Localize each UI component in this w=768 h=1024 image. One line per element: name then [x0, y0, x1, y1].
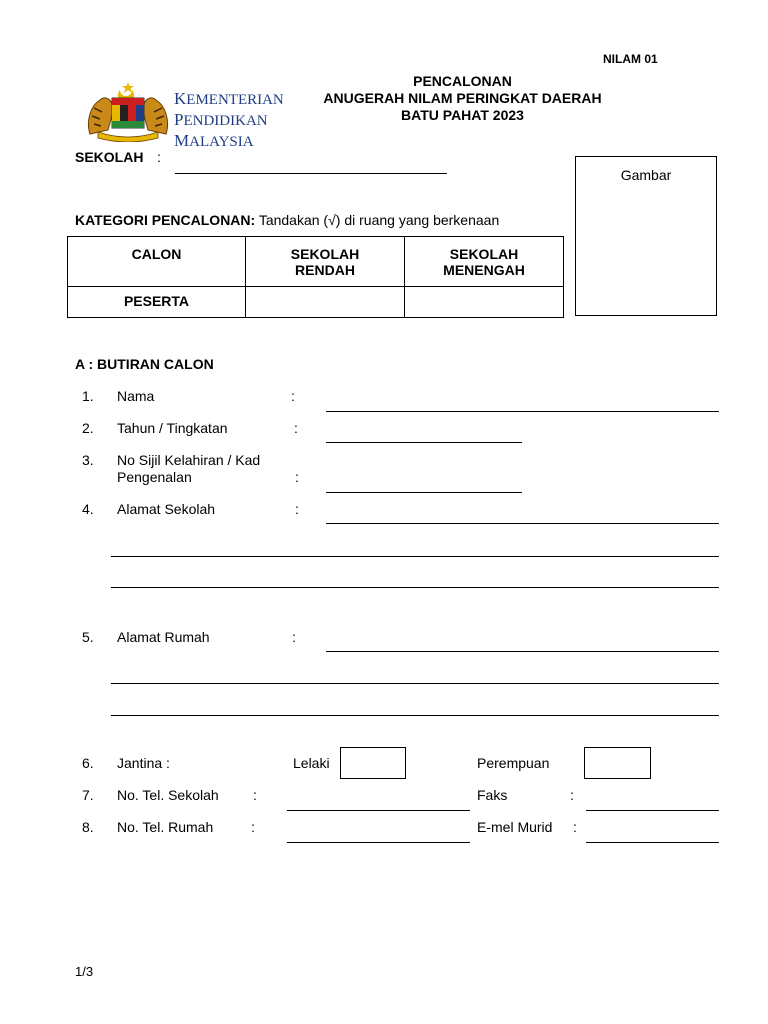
row-peserta-label: PESERTA: [68, 287, 246, 318]
field-label-sijil: No Sijil Kelahiran / Kad Pengenalan: [117, 452, 261, 485]
page-number: 1/3: [75, 964, 94, 979]
item-number: 3.: [82, 452, 94, 468]
checkbox-sekolah-menengah[interactable]: [405, 287, 564, 318]
field-label-jantina: Jantina :: [117, 755, 170, 771]
colon: :: [294, 420, 298, 436]
alamat-rumah-line-1[interactable]: [326, 651, 719, 652]
colon: :: [295, 469, 299, 485]
colon: :: [253, 787, 257, 803]
field-label-tel-sekolah: No. Tel. Sekolah: [117, 787, 219, 803]
school-colon: :: [157, 149, 161, 165]
colon: :: [292, 629, 296, 645]
nama-input-line[interactable]: [326, 411, 719, 412]
school-input-line[interactable]: [175, 173, 447, 174]
tel-rumah-input-line[interactable]: [287, 842, 470, 843]
colon: :: [573, 819, 577, 835]
field-label-faks: Faks: [477, 787, 508, 803]
alamat-sekolah-line-2[interactable]: [111, 556, 719, 557]
category-table: [67, 236, 564, 318]
ministry-name: [174, 89, 284, 152]
tahun-input-line[interactable]: [326, 442, 522, 443]
school-label: SEKOLAH: [75, 149, 144, 165]
photo-box[interactable]: [575, 156, 717, 316]
field-label-nama: Nama: [117, 388, 155, 404]
checkbox-sekolah-rendah[interactable]: [246, 287, 405, 318]
category-instruction: Tandakan (√) di ruang yang berkenaan: [258, 212, 500, 228]
alamat-sekolah-line-3[interactable]: [111, 587, 719, 588]
tel-sekolah-input-line[interactable]: [287, 810, 470, 811]
email-input-line[interactable]: [586, 842, 719, 843]
title-line3: BATU PAHAT 2023: [401, 107, 524, 123]
ministry-line2-rest: ENDIDIKAN: [183, 113, 268, 129]
item-number: 4.: [82, 501, 94, 517]
alamat-rumah-line-3[interactable]: [111, 715, 719, 716]
item-number: 7.: [82, 787, 94, 803]
header-calon: CALON: [68, 237, 246, 287]
ministry-line3-cap: M: [174, 131, 190, 150]
faks-input-line[interactable]: [586, 810, 719, 811]
field-label-alamat-sekolah: Alamat Sekolah: [117, 501, 216, 517]
title-line2: ANUGERAH NILAM PERINGKAT DAERAH: [323, 90, 602, 106]
field-label-tel-rumah: No. Tel. Rumah: [117, 819, 214, 835]
item-number: 6.: [82, 755, 94, 771]
title-line1: PENCALONAN: [413, 73, 512, 89]
form-title: [290, 73, 635, 124]
item-number: 8.: [82, 819, 94, 835]
category-label: KATEGORI PENCALONAN:: [75, 212, 256, 228]
section-a-title: A : BUTIRAN CALON: [75, 356, 214, 372]
colon: :: [295, 501, 299, 517]
photo-label: Gambar: [620, 167, 672, 183]
header-sekolah-rendah: SEKOLAH RENDAH: [246, 237, 405, 287]
crest-logo: [84, 82, 172, 142]
ministry-line1-cap: K: [174, 89, 187, 108]
field-label-tahun: Tahun / Tingkatan: [117, 420, 228, 436]
header-sekolah-menengah: SEKOLAH MENENGAH: [405, 237, 564, 287]
gender-female-label: Perempuan: [477, 755, 550, 771]
ministry-line3-rest: ALAYSIA: [189, 134, 254, 150]
ministry-line1-rest: EMENTERIAN: [186, 92, 284, 108]
gender-male-checkbox[interactable]: [340, 747, 406, 779]
alamat-rumah-line-2[interactable]: [111, 683, 719, 684]
gender-female-checkbox[interactable]: [584, 747, 651, 779]
gender-male-label: Lelaki: [293, 755, 330, 771]
form-code: NILAM 01: [603, 52, 658, 66]
item-number: 1.: [82, 388, 94, 404]
ministry-line2-cap: P: [174, 110, 184, 129]
category-row: [75, 212, 499, 228]
alamat-sekolah-line-1[interactable]: [326, 523, 719, 524]
field-label-email: E-mel Murid: [477, 819, 553, 835]
colon: :: [251, 819, 255, 835]
colon: :: [570, 787, 574, 803]
item-number: 5.: [82, 629, 94, 645]
field-label-alamat-rumah: Alamat Rumah: [117, 629, 210, 645]
item-number: 2.: [82, 420, 94, 436]
colon: :: [291, 388, 295, 404]
sijil-input-line[interactable]: [326, 492, 522, 493]
